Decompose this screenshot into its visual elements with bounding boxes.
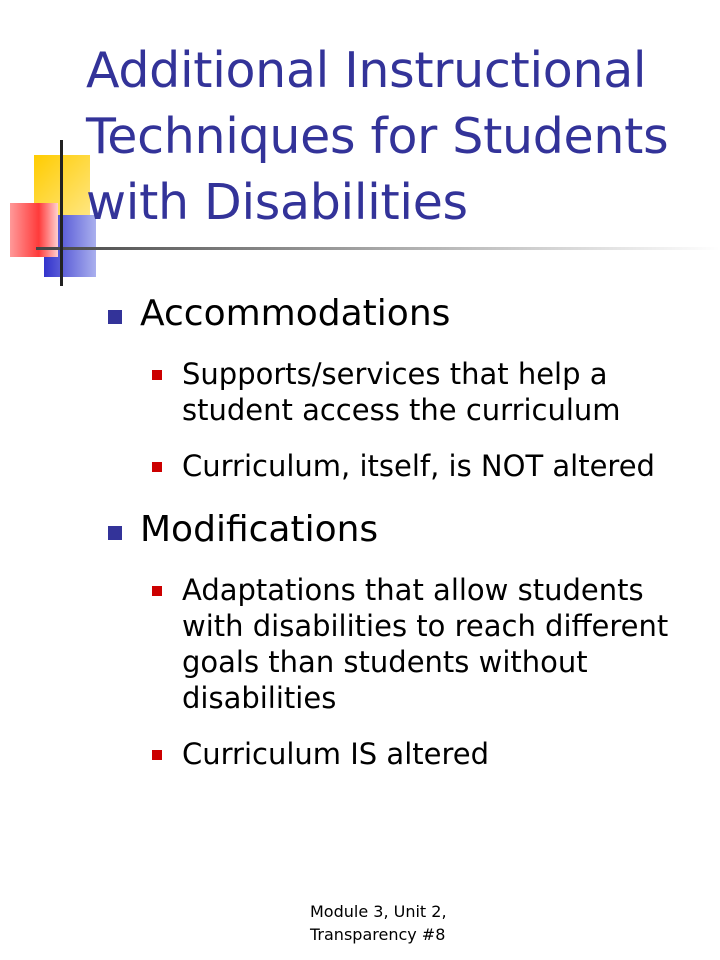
square-bullet-icon bbox=[152, 750, 162, 760]
sub-item bbox=[140, 572, 700, 716]
sub-item bbox=[140, 736, 700, 772]
square-bullet-icon bbox=[152, 586, 162, 596]
sub-item bbox=[140, 356, 700, 428]
slide-title: Additional Instructional Techniques for Students with Disabilities bbox=[86, 42, 669, 231]
sub-item-label: Curriculum IS altered bbox=[182, 737, 490, 771]
footer-line: Module 3, Unit 2, bbox=[310, 902, 447, 921]
list-item-label: Modifications bbox=[140, 509, 379, 550]
square-bullet-icon bbox=[108, 526, 122, 540]
footer-line: Transparency #8 bbox=[310, 925, 446, 944]
sub-item-label: Supports/services that help a student access the curriculum bbox=[182, 357, 621, 427]
list-item-accommodations bbox=[100, 290, 700, 338]
slide-footer bbox=[310, 900, 510, 946]
sub-item-label: Adaptations that allow students with disabilities to reach different goals than students without disabilities bbox=[182, 573, 669, 715]
sub-item bbox=[140, 448, 700, 484]
list-item-modifications bbox=[100, 506, 700, 554]
list-item-label: Accommodations bbox=[140, 293, 451, 334]
bullet-list bbox=[100, 290, 700, 772]
square-bullet-icon bbox=[152, 462, 162, 472]
vertical-rule bbox=[60, 140, 63, 286]
sub-item-label: Curriculum, itself, is NOT altered bbox=[182, 449, 655, 483]
horizontal-rule bbox=[36, 247, 720, 250]
square-bullet-icon bbox=[108, 310, 122, 324]
square-bullet-icon bbox=[152, 370, 162, 380]
